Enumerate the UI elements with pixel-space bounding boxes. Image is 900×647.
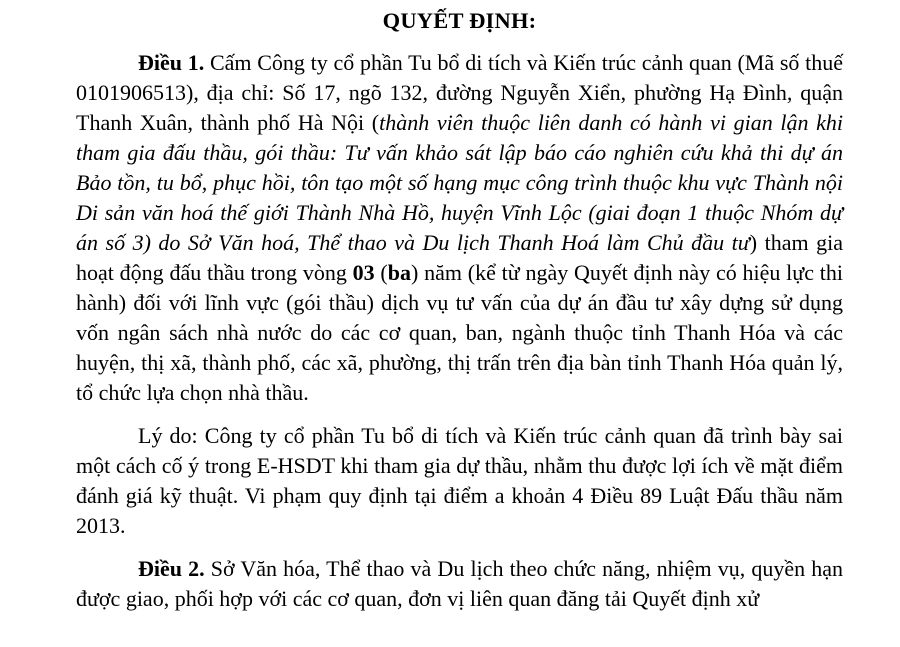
article-1-text-c: ( [374,260,388,285]
article-2-label: Điều 2. [138,556,205,581]
article-1-text-a: Cấm Công ty cổ phần Tu bổ di tích và Kiến trúc cảnh quan (Mã số thuế 0101906513), địa chỉ: Số 17, ngõ 132, đường Nguyễn Xiển, phường Hạ Đình, quận Thanh Xuân, thành phố Hà Nội ( [76,50,843,135]
article-1-italic-note: thành viên thuộc liên danh có hành vi gian lận khi tham gia đấu thầu, gói thầu: Tư vấn khảo sát lập báo cáo nghiên cứu khả thi dự án Bảo tồn, tu bổ, phục hồi, tôn tạo một số hạng mục công trình thuộc khu vực Thành nội Di sản văn hoá thế giới Thành Nhà Hồ, huyện Vĩnh Lộc (giai đoạn 1 thuộc Nhóm dự án số 3) do Sở Văn hoá, Thể thao và Du lịch Thanh Hoá làm Chủ đầu tư [76,110,843,255]
article-2-text: Sở Văn hóa, Thể thao và Du lịch theo chức năng, nhiệm vụ, quyền hạn được giao, phối hợp với các cơ quan, đơn vị liên quan đăng tải Quyết định xử [76,556,844,611]
ban-duration-number: 03 [352,260,375,285]
article-1-label: Điều 1. [138,50,205,75]
decision-heading: QUYẾT ĐỊNH: [382,8,537,33]
article-1-paragraph [76,48,843,408]
article-2-paragraph [76,554,843,614]
article-1-text-b: ) tham gia hoạt động đấu thầu trong vòng [76,230,843,285]
reason-paragraph: Lý do: Công ty cổ phần Tu bổ di tích và Kiến trúc cảnh quan đã trình bày sai một cách cố ý trong E-HSDT khi tham gia dự thầu, nhằm thu được lợi ích về mặt điểm đánh giá kỹ thuật. Vi phạm quy định tại điểm a khoản 4 Điều 89 Luật Đấu thầu năm 2013. [76,423,843,538]
article-1-text-d: ) năm (kể từ ngày Quyết định này có hiệu lực thi hành) đối với lĩnh vực (gói thầu) dịch vụ tư vấn của dự án đầu tư xây dựng sử dụng vốn ngân sách nhà nước do các cơ quan, ban, ngành thuộc tỉnh Thanh Hóa và các huyện, thị xã, thành phố, các xã, phường, thị trấn trên địa bàn tỉnh Thanh Hóa quản lý, tổ chức lựa chọn nhà thầu. [76,260,843,405]
ban-duration-word: ba [387,260,411,285]
